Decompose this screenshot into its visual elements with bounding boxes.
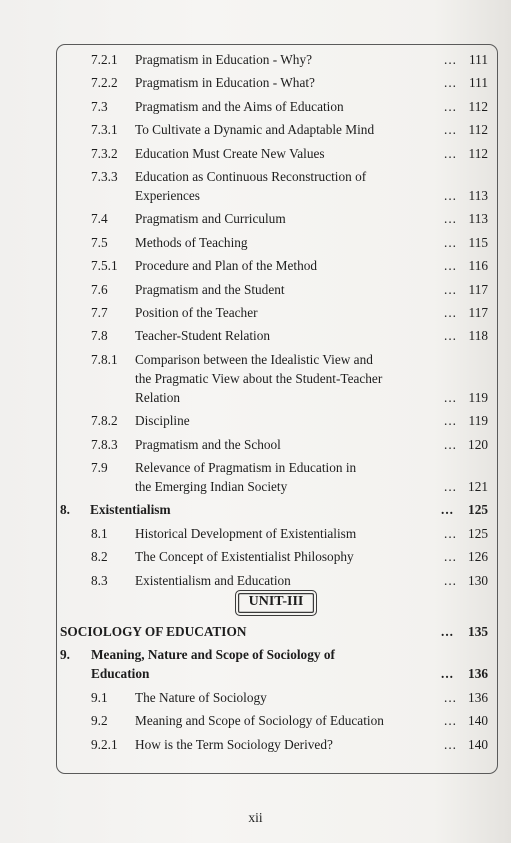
- toc-entry-page: 112: [468, 145, 488, 161]
- toc-entry-page: 113: [468, 188, 488, 203]
- toc-entry-title: The Nature of Sociology: [135, 689, 267, 705]
- toc-entry-title: Discipline: [135, 413, 190, 429]
- toc-entry-number: 7.2.1: [91, 52, 118, 67]
- toc-entry-number: 7.3.3: [91, 169, 118, 184]
- toc-entry-title: Education Must Create New Values: [135, 145, 325, 161]
- toc-entry-number: 8.3: [91, 572, 108, 588]
- toc-entry-number: 8.1: [91, 525, 108, 541]
- toc-entry-leader: ...: [444, 479, 457, 494]
- toc-entry-leader: ...: [444, 75, 457, 91]
- toc-entry-page: 115: [468, 234, 488, 250]
- toc-entry-title: SOCIOLOGY OF EDUCATION: [60, 624, 247, 639]
- toc-entry-title: Pragmatism in Education - Why?: [135, 52, 313, 67]
- toc-entry-leader: ...: [444, 98, 457, 114]
- toc-entry-title: the Pragmatic View about the Student-Teacher: [135, 370, 383, 386]
- toc-entry-page: 130: [468, 572, 488, 588]
- toc-entry-title: Pragmatism and the Student: [135, 281, 285, 297]
- toc-entry-page: 119: [468, 413, 488, 429]
- toc-entry-number: 8.: [60, 502, 70, 518]
- toc-entry-title: The Concept of Existentialist Philosophy: [135, 549, 354, 565]
- toc-entry-leader: ...: [444, 328, 457, 344]
- toc-entry-page: 140: [468, 736, 488, 752]
- toc-entry-title: Comparison between the Idealistic View and: [135, 351, 373, 367]
- toc-entry-title: Pragmatism and the School: [135, 436, 281, 452]
- toc-entry-title: Education: [91, 666, 150, 682]
- toc-entry-leader: ...: [444, 258, 457, 274]
- toc-entry-leader: ...: [444, 281, 457, 297]
- toc-entry-page: 112: [468, 122, 488, 138]
- toc-entry-title: Pragmatism and Curriculum: [135, 211, 286, 227]
- toc-entry-title: Historical Development of Existentialism: [135, 525, 357, 541]
- toc-entry-number: 9.1: [91, 689, 108, 705]
- toc-entry-page: 113: [468, 211, 488, 227]
- toc-entry-title: Education as Continuous Reconstruction of: [135, 169, 367, 184]
- toc-entry-number: 7.7: [91, 305, 108, 320]
- toc-entry-number: 7.8.2: [91, 413, 118, 429]
- toc-entry-page: 136: [468, 666, 488, 682]
- toc-entry-title: Existentialism: [90, 502, 171, 518]
- toc-entry-title: Relation: [135, 389, 181, 405]
- toc-entry-number: 7.5.1: [91, 258, 118, 274]
- toc-entry-number: 9.2.1: [91, 736, 118, 752]
- toc-entry-page: 112: [468, 98, 488, 114]
- toc-entry-page: 126: [468, 549, 488, 565]
- toc-entry-page: 111: [469, 52, 488, 67]
- toc-entry-page: 125: [468, 502, 488, 518]
- unit-heading: UNIT-III: [235, 590, 317, 616]
- toc-entry-title: the Emerging Indian Society: [135, 479, 288, 494]
- toc-entry-leader: ...: [444, 52, 457, 67]
- toc-entry-number: 7.8.1: [91, 351, 118, 367]
- toc-entry-page: 118: [468, 328, 488, 344]
- toc-entry-leader: ...: [444, 145, 457, 161]
- toc-entry-title: Experiences: [135, 188, 200, 203]
- toc-entry-leader: ...: [444, 188, 457, 203]
- toc-entry-number: 7.6: [91, 281, 108, 297]
- toc-entry-title: Meaning, Nature and Scope of Sociology of: [91, 647, 335, 663]
- toc-entry-title: Meaning and Scope of Sociology of Education: [135, 713, 384, 729]
- toc-entry-page: 119: [468, 389, 488, 405]
- toc-entry-page: 117: [468, 305, 488, 320]
- toc-entry-title: Existentialism and Education: [135, 572, 291, 588]
- toc-entry-page: 125: [468, 525, 488, 541]
- toc-entry-leader: ...: [444, 713, 457, 729]
- toc-entry-leader: ...: [444, 122, 457, 138]
- toc-entry-number: 7.9: [91, 460, 108, 475]
- toc-entry-page: 116: [468, 258, 488, 274]
- toc-entry-title: To Cultivate a Dynamic and Adaptable Mind: [135, 122, 375, 138]
- toc-entry-title: Teacher-Student Relation: [135, 328, 271, 344]
- toc-entry-leader: ...: [444, 305, 457, 320]
- toc-entry-title: Relevance of Pragmatism in Education in: [135, 460, 357, 475]
- toc-entry-title: Methods of Teaching: [135, 234, 248, 250]
- toc-entry-leader: ...: [441, 502, 454, 518]
- toc-entry-page: 120: [468, 436, 488, 452]
- toc-entry-leader: ...: [444, 234, 457, 250]
- toc-entry-leader: ...: [444, 211, 457, 227]
- toc-entry-number: 8.2: [91, 549, 108, 565]
- toc-entry-number: 7.3: [91, 98, 108, 114]
- toc-entry-number: 7.8.3: [91, 436, 118, 452]
- toc-entry-title: Pragmatism and the Aims of Education: [135, 98, 344, 114]
- toc-entry-page: 136: [468, 689, 488, 705]
- toc-entry-leader: ...: [441, 624, 454, 639]
- toc-entry-leader: ...: [441, 666, 454, 682]
- toc-entry-number: 9.2: [91, 713, 108, 729]
- toc-entry-leader: ...: [444, 436, 457, 452]
- toc-entry-page: 140: [468, 713, 488, 729]
- page-number: xii: [248, 810, 263, 825]
- toc-entry-title: How is the Term Sociology Derived?: [135, 736, 333, 752]
- toc-entry-number: 7.3.2: [91, 145, 118, 161]
- toc-entry-title: Position of the Teacher: [135, 305, 258, 320]
- toc-entry-leader: ...: [444, 572, 457, 588]
- toc-entry-title: Pragmatism in Education - What?: [135, 75, 315, 91]
- toc-entry-number: 7.8: [91, 328, 108, 344]
- toc-entry-number: 9.: [60, 647, 70, 663]
- toc-entry-leader: ...: [444, 736, 457, 752]
- toc-entry-page: 117: [468, 281, 488, 297]
- toc-entry-page: 135: [468, 624, 488, 639]
- toc-entry-page: 121: [468, 479, 488, 494]
- toc-entry-leader: ...: [444, 549, 457, 565]
- toc-entry-number: 7.2.2: [91, 75, 118, 91]
- toc-entry-number: 7.5: [91, 234, 108, 250]
- toc-entry-number: 7.4: [91, 211, 108, 227]
- toc-entry-leader: ...: [444, 389, 457, 405]
- toc-entry-leader: ...: [444, 413, 457, 429]
- toc-entry-leader: ...: [444, 525, 457, 541]
- toc-entry-title: Procedure and Plan of the Method: [135, 258, 318, 274]
- toc-entry-leader: ...: [444, 689, 457, 705]
- toc-entry-page: 111: [469, 75, 488, 91]
- toc-entry-number: 7.3.1: [91, 122, 118, 138]
